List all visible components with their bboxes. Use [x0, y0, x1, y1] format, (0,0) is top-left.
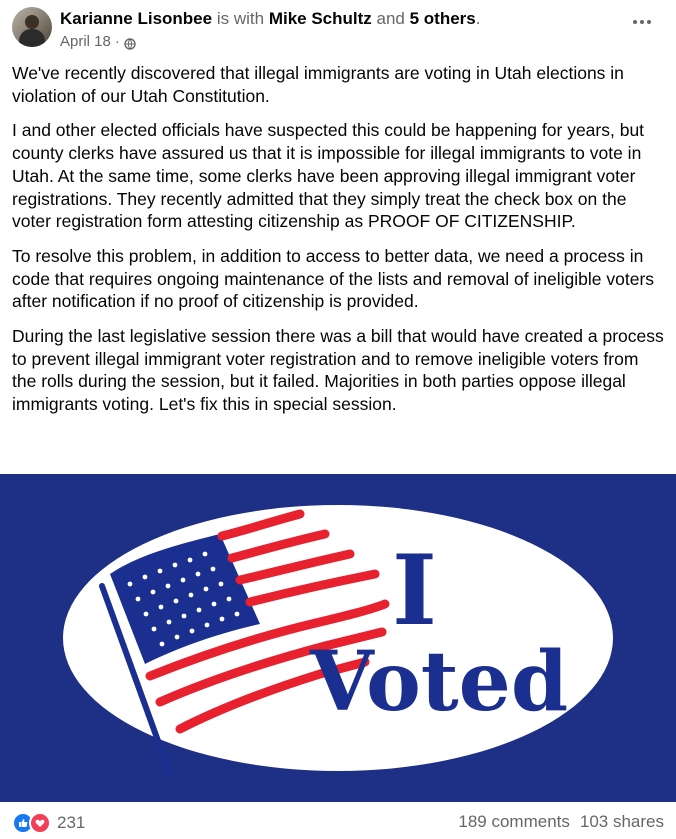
more-dot: [647, 20, 651, 24]
engagement-counts: [458, 812, 664, 832]
and-text: and: [376, 9, 405, 28]
globe-icon: [124, 36, 136, 48]
author-line: [60, 8, 481, 30]
post-text: [12, 62, 664, 428]
sticker-voted-text: Voted: [310, 634, 569, 730]
paragraph: To resolve this problem, in addition to access to better data, we need a process in code that requires ongoing maintenance of the lists and removal of ineligible voters after notification if no proof of citizenship is provided.: [12, 245, 655, 312]
post-footer: [12, 810, 664, 836]
post-date[interactable]: April 18: [60, 33, 111, 50]
shares-count[interactable]: 103 shares: [579, 812, 664, 831]
period: .: [475, 9, 481, 28]
love-icon: [29, 812, 51, 834]
comments-count[interactable]: 189 comments: [458, 812, 570, 831]
tagged-others[interactable]: 5 others: [409, 9, 476, 28]
more-dot: [633, 20, 637, 24]
avatar-shoulders: [19, 29, 45, 47]
more-options-icon[interactable]: [628, 12, 656, 32]
post-meta: [60, 32, 136, 52]
author-name[interactable]: Karianne Lisonbee: [60, 9, 213, 28]
with-text: is with: [216, 9, 265, 28]
paragraph: We've recently discovered that illegal immigrants are voting in Utah elections in violation of our Utah Constitution.: [12, 63, 624, 106]
separator: ·: [114, 33, 120, 50]
tagged-person[interactable]: Mike Schultz: [268, 9, 372, 28]
reactions[interactable]: [12, 812, 85, 834]
reaction-count: 231: [57, 813, 86, 832]
i-voted-sticker: [0, 474, 676, 802]
paragraph: During the last legislative session there was a bill that would have created a process to prevent illegal immigrant voter registration and to remove ineligible voters from the rolls during the session, but it failed. Majorities in both parties oppose illegal immigrants voting. Let's fix this in special session.: [12, 326, 664, 415]
post-header: [12, 4, 664, 52]
more-dot: [640, 20, 644, 24]
sticker-i-text: I: [392, 534, 437, 647]
avatar-head: [25, 15, 39, 29]
paragraph: I and other elected officials have suspected this could be happening for years, but county clerks have assured us that it is impossible for illegal immigrants to vote in Utah. At the same time, some clerks have been approving illegal immigrant voter registrations. They recently admitted that they simply treat the check box on the voter registration form attesting citizenship as PROOF OF CITIZENSHIP.: [12, 120, 645, 232]
author-avatar[interactable]: [12, 7, 52, 47]
post-image[interactable]: [0, 474, 676, 802]
